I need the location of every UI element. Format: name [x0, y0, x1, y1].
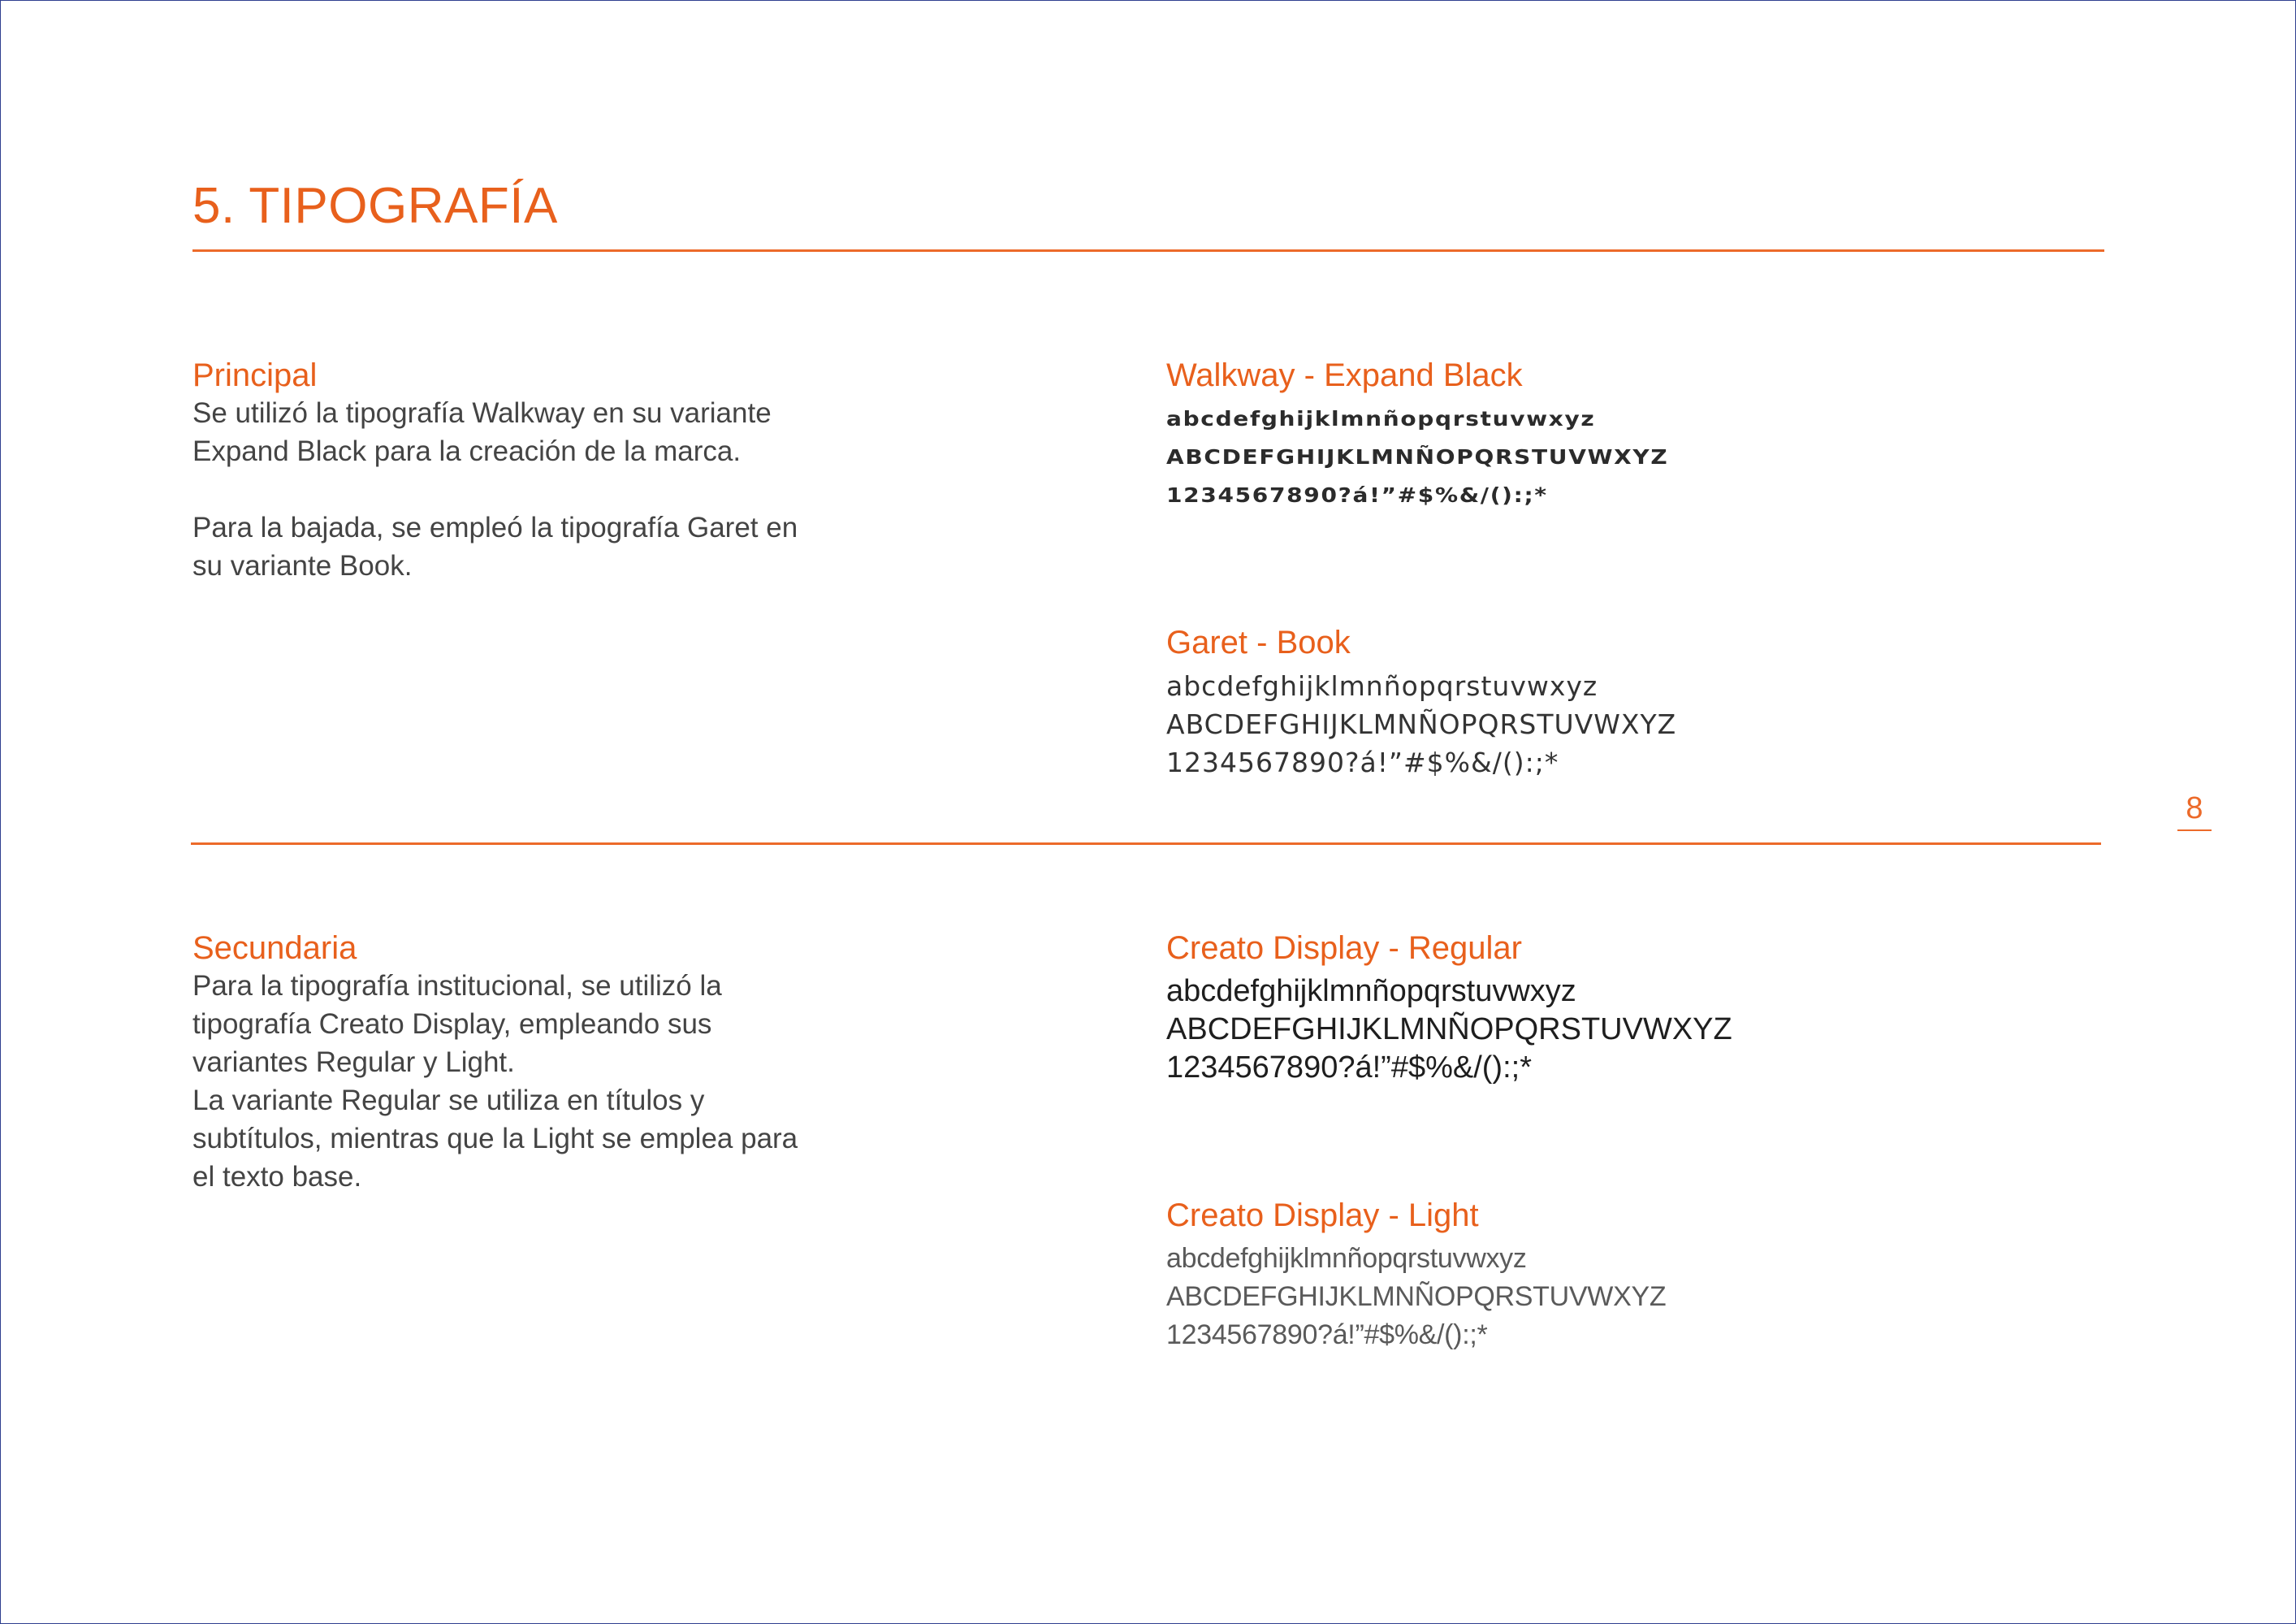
walkway-symbols: 1234567890?á!”#$%&/():;* — [1166, 483, 1548, 507]
title-divider — [192, 249, 2104, 252]
secundaria-paragraph-1: Para la tipografía institucional, se utilizó la tipografía Creato Display, empleando sus variantes Regular y Light. — [192, 970, 722, 1078]
creato-light-symbols: 1234567890?á!”#$%&/():;* — [1166, 1319, 1488, 1350]
secundaria-heading: Secundaria — [192, 930, 357, 966]
font-name-walkway: Walkway - Expand Black — [1166, 357, 1523, 393]
garet-lowercase: abcdefghijklmnñopqrstuvwxyz — [1166, 670, 1598, 702]
font-name-creato-regular: Creato Display - Regular — [1166, 930, 1522, 966]
secundaria-description — [192, 967, 810, 1196]
walkway-lowercase: abcdefghijklmnñopqrstuvwxyz — [1166, 407, 1596, 431]
font-specimen-creato-regular — [1166, 932, 1732, 1087]
page-number: 8 — [2186, 791, 2203, 825]
font-specimen-walkway — [1166, 357, 1669, 514]
principal-paragraph-1: Se utilizó la tipografía Walkway en su variante Expand Black para la creación de la marca. — [192, 397, 772, 467]
creato-regular-symbols: 1234567890?á!”#$%&/():;* — [1166, 1050, 1532, 1085]
font-name-creato-light: Creato Display - Light — [1166, 1197, 1479, 1233]
section-divider — [191, 842, 2101, 845]
creato-regular-uppercase: ABCDEFGHIJKLMNÑOPQRSTUVWXYZ — [1166, 1012, 1732, 1046]
walkway-uppercase: ABCDEFGHIJKLMNÑOPQRSTUVWXYZ — [1166, 445, 1669, 469]
creato-light-uppercase: ABCDEFGHIJKLMNÑOPQRSTUVWXYZ — [1166, 1281, 1667, 1312]
creato-regular-lowercase: abcdefghijklmnñopqrstuvwxyz — [1166, 974, 1576, 1008]
page-number-underline — [2177, 829, 2212, 831]
page-title: 5. TIPOGRAFÍA — [192, 178, 558, 234]
font-specimen-creato-light — [1166, 1199, 1666, 1354]
principal-description — [192, 394, 810, 585]
garet-uppercase: ABCDEFGHIJKLMNÑOPQRSTUVWXYZ — [1166, 708, 1677, 740]
font-name-garet: Garet - Book — [1166, 625, 1351, 660]
principal-paragraph-2: Para la bajada, se empleó la tipografía Garet en su variante Book. — [192, 512, 798, 582]
garet-symbols: 1234567890?á!”#$%&/():;* — [1166, 747, 1559, 778]
principal-heading: Principal — [192, 357, 318, 393]
secundaria-paragraph-2: La variante Regular se utiliza en títulos y subtítulos, mientras que la Light se emplea para el texto base. — [192, 1085, 798, 1193]
creato-light-lowercase: abcdefghijklmnñopqrstuvwxyz — [1166, 1243, 1527, 1274]
font-specimen-garet — [1166, 626, 1676, 782]
